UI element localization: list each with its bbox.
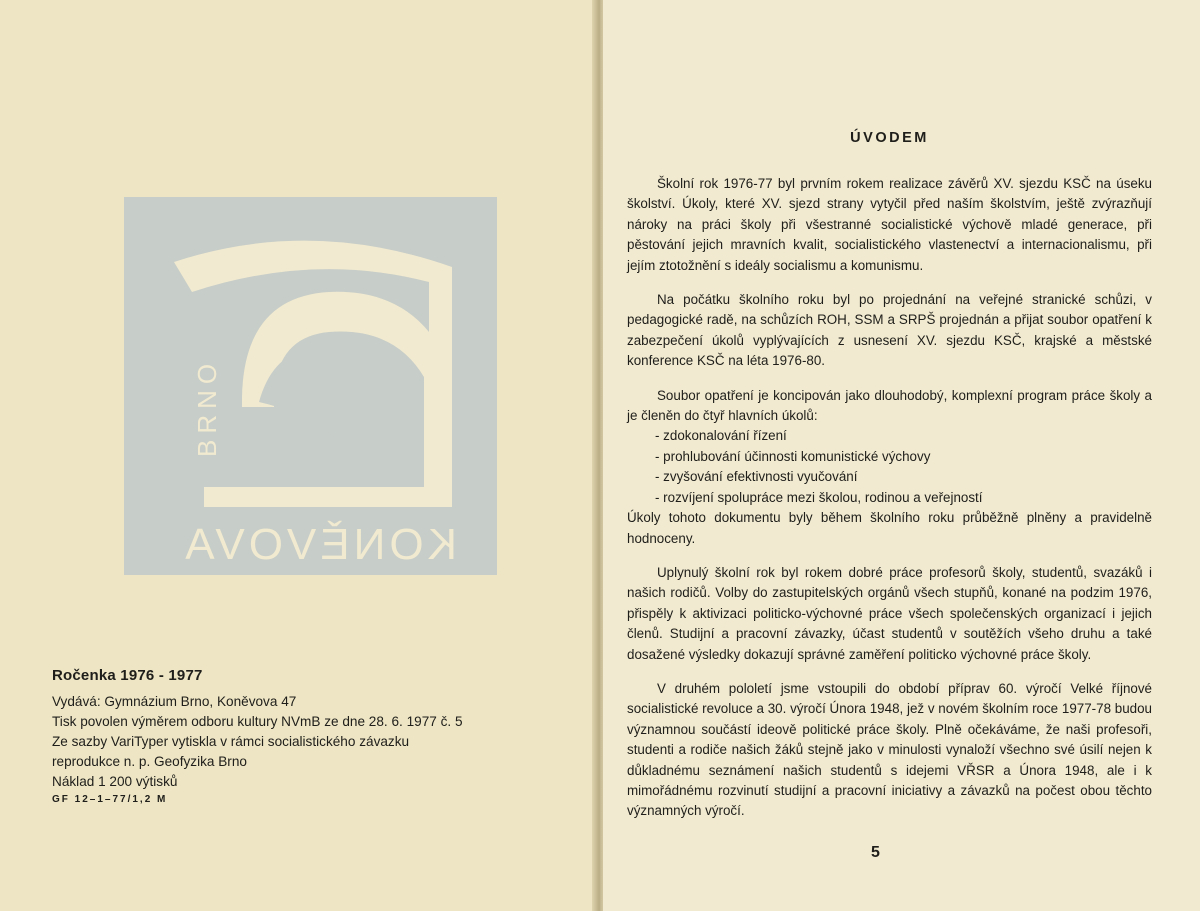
yearbook-title: Ročenka 1976 - 1977 [52, 667, 203, 684]
publisher-line: Vydává: Gymnázium Brno, Koněvova 47 [52, 694, 297, 709]
logo-emblem [124, 197, 497, 575]
section-heading: ÚVODEM [850, 130, 929, 146]
paragraph-4: Uplynulý školní rok byl rokem dobré práce profesorů školy, studentů, svazáků i našich rodičů. Volby do zastupitelských orgánů všech stupňů, konané na podzim 1976, přispěly k aktivizaci politicko-výchovné práce všech společenských organizací i jejich členů. Studijní a pracovní závazky, účast studentů v soutěžích všeho druhu a také dosažené výsledky dokazují správné zaměření politicko výchovné práce školy. [627, 564, 1152, 662]
svg-text:BRNO: BRNO [192, 357, 222, 457]
introduction-section [627, 130, 1152, 836]
list-item: - rozvíjení spolupráce mezi školou, rodinou a veřejností [655, 489, 983, 505]
paragraph-2: Na počátku školního roku byl po projednání na veřejné stranické schůzi, v pedagogické radě, na schůzích ROH, SSM a SRPŠ projednán a přijat soubor opatření k zabezpečení úkolů vyplývajících z usnesení XV. sjezdu KSČ, krajské a městské konference KSČ na léta 1976-80. [627, 292, 1152, 369]
paragraph-3 [627, 386, 1152, 549]
list-item: - zvyšování efektivnosti vyučování [655, 469, 858, 485]
school-logo [124, 197, 497, 575]
paragraph-1: Školní rok 1976-77 byl prvním rokem realizace závěrů XV. sjezdu KSČ na úseku školství. Úkoly, které XV. sjezd strany vytyčil před naším školstvím, ještě zvýrazňují nároky na práci školy při všestranné socialistické výchově mladé generace, při pěstování jejich mravních kvalit, socialistického vlastenectví a internacionalismu, při jejím ztotožnění s ideály socialismu a komunismu. [627, 176, 1152, 273]
paragraph-5: V druhém pololetí jsme vstoupili do období příprav 60. výročí Velké říjnové socialistické revoluce a 30. výročí Února 1948, jež v novém školním roce 1977-78 budou významnou součástí ideově politické práce školy. Plně očekáváme, že naši profesoři, studenti a rodiče našich žáků stejně jako v minulosti vynaloží všechno své úsilí nejen k důkladnému seznámení našich studentů s idejemi VŘSR a Února 1948, ale i k mimořádnému rozvinutí studijní a pracovní iniciativy a závazků na počest obou těchto významných výročí. [627, 680, 1152, 819]
task-list [627, 426, 1152, 508]
colophon [52, 667, 522, 805]
left-page [0, 0, 597, 911]
print-code: GF 12–1–77/1,2 M [52, 794, 168, 805]
list-item: - prohlubování účinnosti komunistické výchovy [655, 448, 931, 464]
logo-vertical-text [192, 358, 222, 457]
logo-bottom-text: KONĚVOVA [181, 520, 457, 569]
typesetting-line: Ze sazby VariTyper vytiskla v rámci socialistického závazku [52, 734, 410, 749]
paragraph-3-outro: Úkoly tohoto dokumentu byly během školního roku průběžně plněny a pravidelně hodnoceny. [627, 510, 1152, 546]
page-number: 5 [871, 844, 880, 861]
right-page [603, 0, 1200, 911]
print-permit-line: Tisk povolen výměrem odboru kultury NVmB ze dne 28. 6. 1977 č. 5 [52, 714, 463, 729]
list-item: - zdokonalování řízení [655, 428, 787, 444]
printer-line: reprodukce n. p. Geofyzika Brno [52, 754, 247, 769]
print-run-line: Náklad 1 200 výtisků [52, 774, 178, 789]
paragraph-3-intro: Soubor opatření je koncipován jako dlouhodobý, komplexní program práce školy a je členěn do čtyř hlavních úkolů: [627, 387, 1152, 424]
